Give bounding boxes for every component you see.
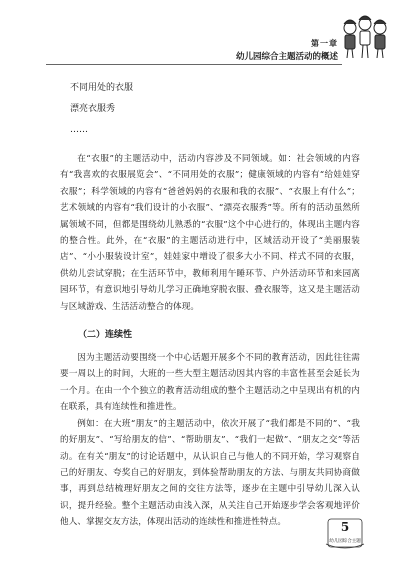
paragraph: 因为主题活动要围绕一个中心话题开展多个不同的教育活动，因此往往需要一周以上的时间，大班的一些大型主题活动因其内容的丰富性甚至会延长为一个月。在由一个个独立的教育活动组成的整个主题活动之中呈现出有机的内在联系，具有连续性和推进性。	[60, 353, 360, 413]
page-tag: 幼儿园综合主题	[329, 539, 361, 544]
paragraph: 在“衣服”的主题活动中，活动内容涉及不同领域。如：社会领域的内容有“我喜欢的衣服展览会”、“不同用处的衣服”；健康领域的内容有“给娃娃穿衣服”；科学领域的内容有“爸爸妈妈的衣服和我的衣服”、“衣服上有什么”；艺术领域的内容有“我们设计的小衣服”、“漂亮衣服秀”等。所有的活动虽然所属领域不同，但都是围绕幼儿熟悉的“衣服”这个中心进行的，体现出主题内容的整合性。此外，在“衣服”的主题活动进行中，区域活动开设了“美丽服装店”、“小小服装设计室”，娃娃家中增设了很多大小不同、样式不同的衣服，供幼儿尝试穿脱；在生活环节中，教师利用午睡环节、户外活动环节和来园离园环节，有意识地引导幼儿学习正确地穿脱衣服、叠衣服等，这又是主题活动与区域游戏、生活活动整合的体现。	[60, 154, 360, 312]
list-item: ……	[70, 125, 88, 135]
chapter-title: 幼儿园综合主题活动的概述	[235, 52, 338, 62]
paragraph: 例如：在大班“朋友”的主题活动中，依次开展了“我们都是不同的”、“我的好朋友”、“写给朋友的信”、“帮助朋友”、“我们一起做”、“朋友之交”等活动。在有关“朋友”的讨论话题中，从认识自己与他人的不同开始，学习观察自己的好朋友、夸奖自己的好朋友，到体验帮助朋友的方法、与朋友共同协商做事，再到总结梳理好朋友之间的交往方法等，逐步在主题中引导幼儿深入认识，提升经验。整个主题活动由浅入深，从关注自己开始逐步学会客观地评价他人、掌握交友方法，体现出活动的连续性和推进性特点。	[60, 418, 360, 528]
list-item: 漂亮衣服秀	[70, 104, 116, 114]
page-number-badge	[324, 518, 366, 550]
header-divider	[46, 64, 342, 65]
page-header	[0, 0, 400, 70]
chapter-number: 第一章	[311, 39, 338, 48]
list-continuation	[70, 78, 360, 141]
list-item: 不同用处的衣服	[70, 83, 134, 93]
section-heading: （二）连续性	[78, 330, 133, 341]
page-number: 5	[340, 520, 350, 534]
page-body	[60, 78, 360, 531]
children-illustration-icon	[338, 14, 392, 64]
